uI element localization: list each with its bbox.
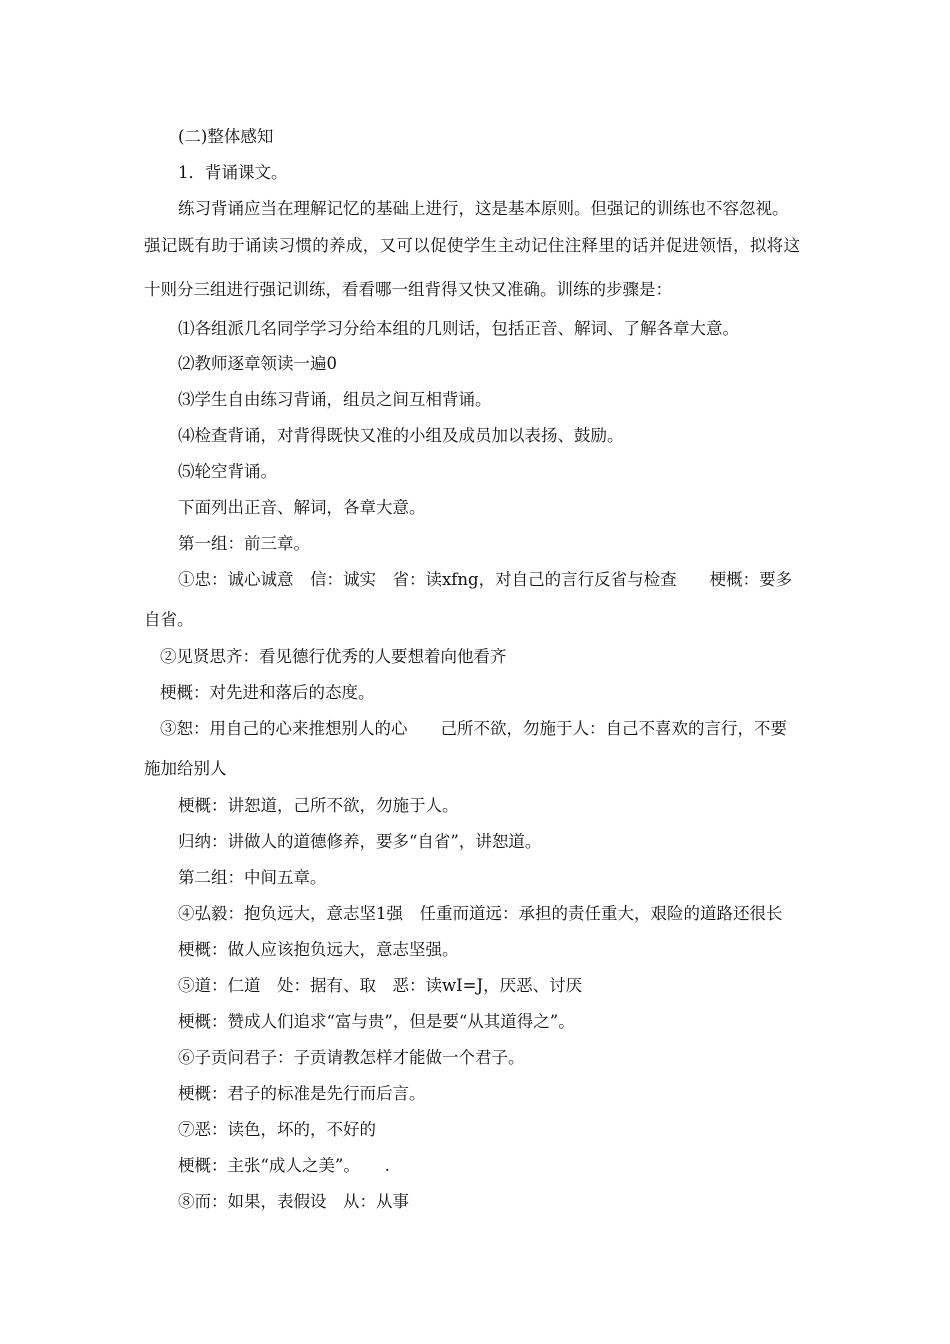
summary-line: 梗概：做人应该抱负远大，意志坚强。 — [178, 940, 459, 959]
note-line: ⑤道：仁道 处：据有、取 恶：读wI=J，厌恶、讨厌 — [178, 976, 583, 995]
summary-line: 梗概：对先进和落后的态度。 — [160, 683, 375, 702]
note-line: ⑥子贡问君子：子贡请教怎样才能做一个君子。 — [178, 1048, 525, 1067]
conclusion-line: 归纳：讲做人的道德修养，要多“自省”，讲恕道。 — [178, 832, 542, 851]
paragraph-line: 练习背诵应当在理解记忆的基础上进行，这是基本原则。但强记的训练也不容忽视。 — [178, 199, 789, 218]
note-line: 施加给别人 — [144, 759, 227, 778]
group-heading: 第一组：前三章。 — [178, 534, 310, 553]
paragraph-line: 十则分三组进行强记训练，看看哪一组背得又快又准确。训练的步骤是： — [144, 280, 672, 299]
step-item: ⑸轮空背诵。 — [178, 462, 277, 481]
summary-line: 梗概：赞成人们追求“富与贵”，但是要“从其道得之”。 — [178, 1012, 575, 1031]
step-item: ⑵教师逐章领读一遍0 — [178, 354, 337, 373]
group-heading: 第二组：中间五章。 — [178, 868, 327, 887]
paragraph-line: 下面列出正音、解词，各章大意。 — [178, 498, 426, 517]
note-line: ③恕：用自己的心来推想别人的心 己所不欲，勿施于人：自己不喜欢的言行，不要 — [160, 719, 787, 738]
note-line: ⑦恶：读色，坏的，不好的 — [178, 1120, 376, 1139]
summary-line: 梗概：主张“成人之美”。 . — [178, 1156, 390, 1175]
paragraph-line: 强记既有助于诵读习惯的养成，又可以促使学生主动记住注释里的话并促进领悟，拟将这 — [144, 236, 800, 255]
note-line: ⑧而：如果，表假设 从：从事 — [178, 1192, 409, 1211]
step-item: ⑷检查背诵，对背得既快又准的小组及成员加以表扬、鼓励。 — [178, 426, 624, 445]
note-line: ④弘毅：抱负远大，意志坚1强 任重而道远：承担的责任重大，艰险的道路还很长 — [178, 904, 783, 923]
section-heading: (二)整体感知 — [178, 127, 274, 146]
note-line: ②见贤思齐：看见德行优秀的人要想着向他看齐 — [160, 647, 507, 666]
summary-line: 梗概：君子的标准是先行而后言。 — [178, 1084, 426, 1103]
summary-line: 梗概：讲恕道，己所不欲，勿施于人。 — [178, 796, 459, 815]
step-item: ⑴各组派几名同学学习分给本组的几则话，包括正音、解词、了解各章大意。 — [178, 319, 739, 338]
note-line: 自省。 — [144, 610, 194, 629]
subsection-heading: 1．背诵课文。 — [178, 163, 288, 182]
step-item: ⑶学生自由练习背诵，组员之间互相背诵。 — [178, 390, 492, 409]
note-line: ①忠：诚心诚意 信：诚实 省：读xfng，对自己的言行反省与检查 梗概：要多 — [178, 570, 793, 589]
